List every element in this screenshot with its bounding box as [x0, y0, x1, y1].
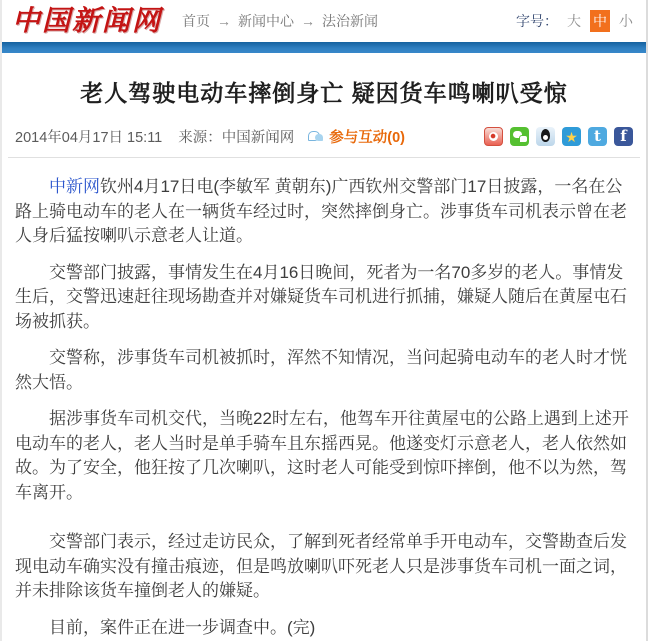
- breadcrumb: [182, 11, 378, 31]
- paragraph-6: [15, 616, 633, 641]
- qzone-share-icon[interactable]: ★: [562, 127, 581, 146]
- breadcrumb-news-center[interactable]: 新闻中心: [238, 13, 295, 29]
- site-logo[interactable]: 中国新闻网: [12, 4, 163, 37]
- publish-datetime: 2014年04月17日 15:11: [15, 130, 163, 146]
- breadcrumb-legal-news[interactable]: 法治新闻: [322, 13, 379, 29]
- breadcrumb-home[interactable]: 首页: [182, 13, 211, 29]
- paragraph-3-text: 交警称，涉事货车司机被抓时，浑然不知情况，当问起骑电动车的老人时才恍然大悟。: [15, 348, 627, 392]
- paragraph-3: [15, 346, 633, 395]
- article-meta: [15, 126, 633, 147]
- source-link[interactable]: 中国新闻网: [221, 130, 295, 146]
- article-title: 老人驾驶电动车摔倒身亡 疑因货车鸣喇叭受惊: [80, 80, 568, 106]
- article-body: [2, 158, 646, 640]
- qq-share-icon[interactable]: [536, 127, 555, 146]
- font-size-medium[interactable]: 中: [590, 10, 610, 32]
- agency-link[interactable]: 中新网: [49, 177, 100, 196]
- interact-label: 参与互动(0): [329, 130, 405, 146]
- facebook-share-icon[interactable]: f: [614, 127, 633, 146]
- site-header: [2, 0, 646, 42]
- paragraph-6-text: 目前，案件正在进一步调查中。(完): [49, 617, 316, 637]
- breadcrumb-arrow-icon: →: [217, 13, 232, 29]
- source-label: 来源：: [178, 130, 222, 146]
- weibo-share-icon[interactable]: [484, 127, 503, 146]
- paragraph-2-text: 交警部门披露，事情发生在4月16日晚间，死者为一名70多岁的老人。事情发生后，交警迅速赶往现场勘查并对嫌疑货车司机进行抓捕，嫌疑人随后在黄屋屯石场被抓获。: [15, 262, 627, 331]
- paragraph-2: [15, 261, 633, 335]
- header-divider-bar: [2, 42, 646, 53]
- font-size-control: [516, 10, 636, 32]
- paragraph-1-text: 钦州4月17日电(李敏军 黄朝东)广西钦州交警部门17日披露，一名在公路上骑电动车的老人在一辆货车经过时，突然摔倒身亡。涉事货车司机表示曾在老人身后猛按喇叭示意老人让道。: [15, 177, 627, 245]
- paragraph-1: [15, 175, 633, 249]
- paragraph-5-text: 交警部门表示，经过走访民众，了解到死者经常单手开电动车，交警勘查后发现电动车确实没有撞击痕迹，但是鸣放喇叭吓死老人只是涉事货车司机一面之词，并未排除该货车撞倒老人的嫌疑。: [15, 532, 627, 600]
- font-size-large[interactable]: 大: [567, 13, 581, 29]
- source: [178, 126, 294, 147]
- share-bar: [484, 127, 633, 146]
- interact-link[interactable]: [308, 126, 405, 147]
- paragraph-5: [15, 530, 633, 604]
- paragraph-4: [15, 407, 633, 505]
- tencent-weibo-share-icon[interactable]: t: [588, 127, 607, 146]
- wechat-share-icon[interactable]: [510, 127, 529, 146]
- font-size-label: 字号：: [516, 13, 558, 29]
- paragraph-4-text: 据涉事货车司机交代，当晚22时左右，他驾车开往黄屋屯的公路上遇到上述开电动车的老人，老人当时是单手骑车且东摇西晃。他遂变灯示意老人，老人依然如故。为了安全，他狂按了几次喇叭，这时老人可能受到惊吓摔倒，他不以为然，驾车离开。: [15, 409, 629, 502]
- font-size-small[interactable]: 小: [619, 13, 633, 29]
- comment-bubble-icon: [308, 130, 325, 144]
- breadcrumb-arrow-icon: →: [301, 13, 316, 29]
